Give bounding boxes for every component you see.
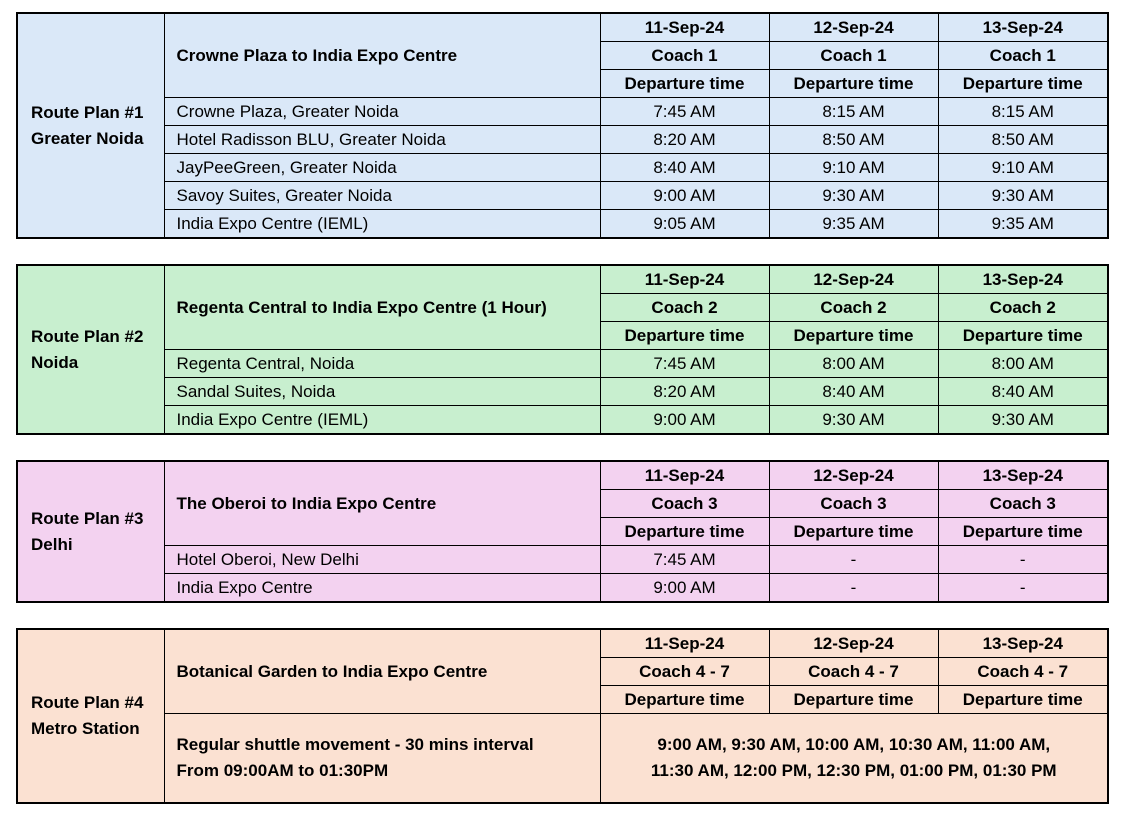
shuttle-row bbox=[17, 714, 1108, 803]
date-header: 13-Sep-24 bbox=[938, 629, 1108, 658]
departure-time: 8:40 AM bbox=[600, 154, 769, 182]
departure-header: Departure time bbox=[769, 322, 938, 350]
departure-time: - bbox=[769, 574, 938, 603]
shuttle-hours: From 09:00AM to 01:30PM bbox=[176, 760, 389, 780]
date-header: 13-Sep-24 bbox=[938, 265, 1108, 294]
departure-time: 8:40 AM bbox=[938, 378, 1108, 406]
route-plan-1-table bbox=[16, 12, 1109, 239]
departure-header: Departure time bbox=[769, 686, 938, 714]
route-title: The Oberoi to India Expo Centre bbox=[164, 461, 600, 546]
shuttle-times-line: 11:30 AM, 12:00 PM, 12:30 PM, 01:00 PM, 01:30 PM bbox=[650, 760, 1057, 780]
departure-header: Departure time bbox=[769, 70, 938, 98]
departure-time: 8:20 AM bbox=[600, 126, 769, 154]
route-plan-number: Route Plan #3 bbox=[31, 508, 144, 528]
shuttle-description bbox=[164, 714, 600, 803]
departure-time: 9:10 AM bbox=[769, 154, 938, 182]
shuttle-times-line: 9:00 AM, 9:30 AM, 10:00 AM, 10:30 AM, 11:00 AM, bbox=[657, 734, 1051, 754]
coach-header: Coach 4 - 7 bbox=[938, 658, 1108, 686]
route-plan-number: Route Plan #2 bbox=[31, 326, 144, 346]
stop-row bbox=[17, 546, 1108, 574]
departure-time: 7:45 AM bbox=[600, 98, 769, 126]
stop-name: Regenta Central, Noida bbox=[164, 350, 600, 378]
date-header: 11-Sep-24 bbox=[600, 13, 769, 42]
route-plan-label bbox=[17, 461, 164, 602]
stop-name: JayPeeGreen, Greater Noida bbox=[164, 154, 600, 182]
date-header: 11-Sep-24 bbox=[600, 461, 769, 490]
stop-row bbox=[17, 154, 1108, 182]
stop-name: Hotel Radisson BLU, Greater Noida bbox=[164, 126, 600, 154]
coach-header: Coach 2 bbox=[600, 294, 769, 322]
date-header: 12-Sep-24 bbox=[769, 13, 938, 42]
coach-header: Coach 4 - 7 bbox=[769, 658, 938, 686]
stop-name: Hotel Oberoi, New Delhi bbox=[164, 546, 600, 574]
departure-time: 8:00 AM bbox=[938, 350, 1108, 378]
shuttle-interval: Regular shuttle movement - 30 mins interval bbox=[176, 734, 534, 754]
stop-name: India Expo Centre (IEML) bbox=[164, 210, 600, 239]
stop-row bbox=[17, 406, 1108, 435]
stop-row bbox=[17, 182, 1108, 210]
departure-time: 9:35 AM bbox=[938, 210, 1108, 239]
route-plan-label bbox=[17, 13, 164, 238]
route-plan-area: Metro Station bbox=[31, 718, 140, 738]
coach-header: Coach 1 bbox=[600, 42, 769, 70]
date-header: 12-Sep-24 bbox=[769, 629, 938, 658]
departure-time: 8:50 AM bbox=[938, 126, 1108, 154]
departure-time: 9:05 AM bbox=[600, 210, 769, 239]
stop-name: Crowne Plaza, Greater Noida bbox=[164, 98, 600, 126]
date-header: 12-Sep-24 bbox=[769, 461, 938, 490]
coach-header: Coach 4 - 7 bbox=[600, 658, 769, 686]
route-title: Regenta Central to India Expo Centre (1 Hour) bbox=[164, 265, 600, 350]
route-plan-2-table bbox=[16, 264, 1109, 435]
route-plan-label bbox=[17, 265, 164, 434]
shuttle-times bbox=[600, 714, 1108, 803]
stop-name: India Expo Centre bbox=[164, 574, 600, 603]
route-plan-4-table bbox=[16, 628, 1109, 804]
departure-time: 8:20 AM bbox=[600, 378, 769, 406]
route-plan-area: Greater Noida bbox=[31, 128, 144, 148]
departure-header: Departure time bbox=[600, 322, 769, 350]
departure-time: 9:30 AM bbox=[938, 406, 1108, 435]
route-plan-area: Delhi bbox=[31, 534, 73, 554]
departure-time: 9:30 AM bbox=[769, 182, 938, 210]
coach-header: Coach 3 bbox=[938, 490, 1108, 518]
route-plan-3-table bbox=[16, 460, 1109, 603]
departure-time: 7:45 AM bbox=[600, 546, 769, 574]
stop-row bbox=[17, 574, 1108, 603]
stop-row bbox=[17, 378, 1108, 406]
stop-name: Savoy Suites, Greater Noida bbox=[164, 182, 600, 210]
departure-header: Departure time bbox=[938, 322, 1108, 350]
departure-time: 8:15 AM bbox=[938, 98, 1108, 126]
route-plan-label bbox=[17, 629, 164, 803]
stop-name: India Expo Centre (IEML) bbox=[164, 406, 600, 435]
departure-time: 8:15 AM bbox=[769, 98, 938, 126]
coach-header: Coach 3 bbox=[769, 490, 938, 518]
date-header: 13-Sep-24 bbox=[938, 13, 1108, 42]
stop-row bbox=[17, 210, 1108, 239]
departure-header: Departure time bbox=[600, 686, 769, 714]
departure-time: 9:30 AM bbox=[938, 182, 1108, 210]
departure-time: 9:00 AM bbox=[600, 406, 769, 435]
stop-name: Sandal Suites, Noida bbox=[164, 378, 600, 406]
route-plan-number: Route Plan #4 bbox=[31, 692, 144, 712]
date-header: 11-Sep-24 bbox=[600, 629, 769, 658]
date-header: 12-Sep-24 bbox=[769, 265, 938, 294]
departure-time: 7:45 AM bbox=[600, 350, 769, 378]
coach-header: Coach 1 bbox=[938, 42, 1108, 70]
coach-header: Coach 3 bbox=[600, 490, 769, 518]
departure-header: Departure time bbox=[938, 518, 1108, 546]
departure-time: 8:00 AM bbox=[769, 350, 938, 378]
departure-time: 8:40 AM bbox=[769, 378, 938, 406]
departure-time: 9:00 AM bbox=[600, 574, 769, 603]
departure-header: Departure time bbox=[938, 70, 1108, 98]
date-header: 13-Sep-24 bbox=[938, 461, 1108, 490]
departure-time: 9:10 AM bbox=[938, 154, 1108, 182]
departure-header: Departure time bbox=[769, 518, 938, 546]
stop-row bbox=[17, 98, 1108, 126]
route-title: Crowne Plaza to India Expo Centre bbox=[164, 13, 600, 98]
route-plan-area: Noida bbox=[31, 352, 79, 372]
departure-time: 9:30 AM bbox=[769, 406, 938, 435]
departure-header: Departure time bbox=[938, 686, 1108, 714]
stop-row bbox=[17, 126, 1108, 154]
coach-header: Coach 2 bbox=[938, 294, 1108, 322]
departure-time: - bbox=[938, 546, 1108, 574]
departure-time: 9:00 AM bbox=[600, 182, 769, 210]
departure-header: Departure time bbox=[600, 518, 769, 546]
departure-time: 8:50 AM bbox=[769, 126, 938, 154]
coach-header: Coach 1 bbox=[769, 42, 938, 70]
departure-time: - bbox=[938, 574, 1108, 603]
route-title: Botanical Garden to India Expo Centre bbox=[164, 629, 600, 714]
stop-row bbox=[17, 350, 1108, 378]
departure-time: - bbox=[769, 546, 938, 574]
coach-header: Coach 2 bbox=[769, 294, 938, 322]
departure-header: Departure time bbox=[600, 70, 769, 98]
route-plan-number: Route Plan #1 bbox=[31, 102, 144, 122]
date-header: 11-Sep-24 bbox=[600, 265, 769, 294]
departure-time: 9:35 AM bbox=[769, 210, 938, 239]
